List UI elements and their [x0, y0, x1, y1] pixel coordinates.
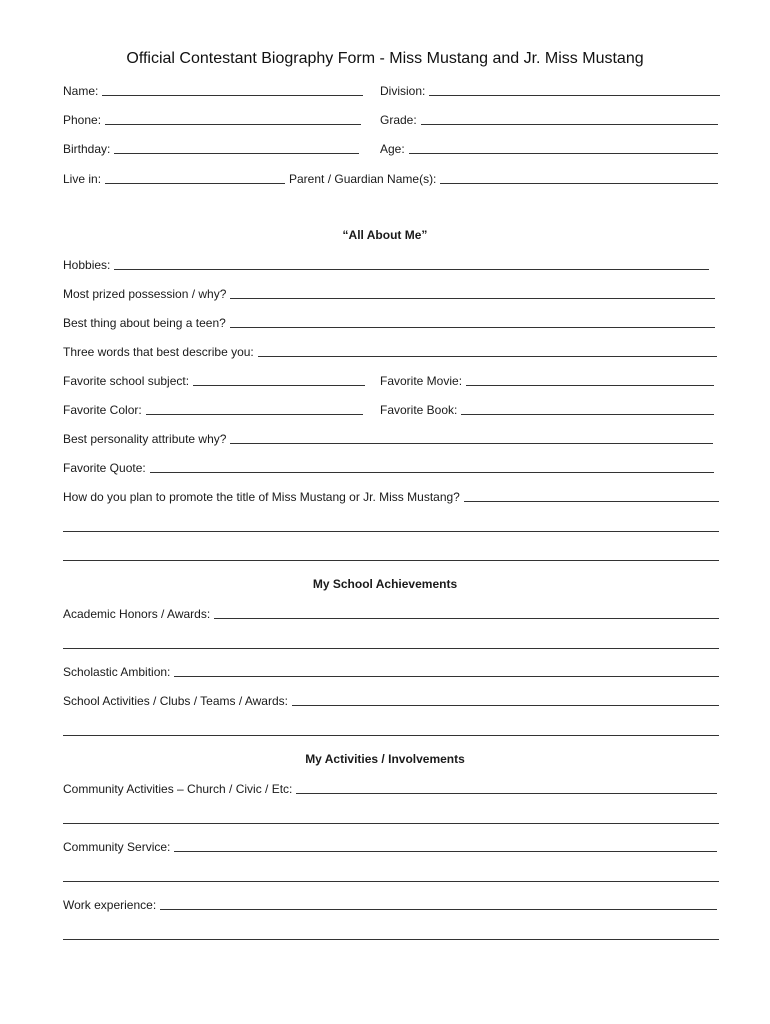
quote-label: Favorite Quote:	[63, 461, 146, 475]
hobbies-label: Hobbies:	[63, 258, 111, 272]
work-label: Work experience:	[63, 898, 157, 912]
teen-line[interactable]	[230, 315, 715, 328]
movie-label: Favorite Movie:	[380, 374, 463, 388]
attribute-label: Best personality attribute why?	[63, 432, 227, 446]
birthday-field[interactable]	[63, 140, 359, 156]
birthday-line[interactable]	[114, 141, 359, 154]
name-line[interactable]	[102, 83, 363, 96]
color-line[interactable]	[146, 402, 363, 415]
school-achievements-heading: My School Achievements	[312, 577, 458, 591]
honors-field[interactable]	[63, 605, 719, 621]
division-line[interactable]	[429, 83, 720, 96]
teen-field[interactable]	[63, 314, 715, 330]
promote-label: How do you plan to promote the title of Miss Mustang or Jr. Miss Mustang?	[63, 490, 460, 504]
service-extra-line[interactable]	[63, 881, 719, 882]
possession-label: Most prized possession / why?	[63, 287, 227, 301]
color-label: Favorite Color:	[63, 403, 142, 417]
book-field[interactable]	[380, 401, 714, 417]
movie-line[interactable]	[466, 373, 714, 386]
subject-field[interactable]	[63, 372, 365, 388]
activities-involvements-heading: My Activities / Involvements	[305, 752, 465, 766]
ambition-field[interactable]	[63, 663, 719, 679]
attribute-line[interactable]	[230, 431, 713, 444]
division-field[interactable]	[380, 82, 720, 98]
grade-label: Grade:	[380, 113, 417, 127]
birthday-label: Birthday:	[63, 142, 111, 156]
hobbies-line[interactable]	[114, 257, 709, 270]
school-activities-field[interactable]	[63, 692, 719, 708]
school-activities-extra-line[interactable]	[63, 735, 719, 736]
work-line[interactable]	[160, 897, 717, 910]
name-label: Name:	[63, 84, 99, 98]
three-words-line[interactable]	[258, 344, 717, 357]
community-label: Community Activities – Church / Civic / Etc:	[63, 782, 293, 796]
name-field[interactable]	[63, 82, 363, 98]
promote-extra-line-2[interactable]	[63, 560, 719, 561]
live-in-label: Live in:	[63, 172, 102, 186]
quote-line[interactable]	[150, 460, 714, 473]
service-field[interactable]	[63, 838, 717, 854]
age-label: Age:	[380, 142, 405, 156]
ambition-line[interactable]	[174, 664, 719, 677]
book-line[interactable]	[461, 402, 714, 415]
live-in-field[interactable]	[63, 170, 285, 186]
grade-line[interactable]	[421, 112, 718, 125]
honors-extra-line[interactable]	[63, 648, 719, 649]
parent-field[interactable]	[289, 170, 718, 186]
subject-line[interactable]	[193, 373, 365, 386]
honors-label: Academic Honors / Awards:	[63, 607, 211, 621]
age-field[interactable]	[380, 140, 718, 156]
parent-line[interactable]	[440, 171, 718, 184]
subject-label: Favorite school subject:	[63, 374, 190, 388]
work-extra-line[interactable]	[63, 939, 719, 940]
work-field[interactable]	[63, 896, 717, 912]
book-label: Favorite Book:	[380, 403, 458, 417]
service-label: Community Service:	[63, 840, 171, 854]
movie-field[interactable]	[380, 372, 714, 388]
phone-label: Phone:	[63, 113, 102, 127]
promote-extra-line-1[interactable]	[63, 531, 719, 532]
phone-field[interactable]	[63, 111, 361, 127]
community-extra-line[interactable]	[63, 823, 719, 824]
community-field[interactable]	[63, 780, 717, 796]
promote-line[interactable]	[464, 489, 719, 502]
honors-line[interactable]	[214, 606, 719, 619]
teen-label: Best thing about being a teen?	[63, 316, 226, 330]
possession-field[interactable]	[63, 285, 715, 301]
attribute-field[interactable]	[63, 430, 713, 446]
age-line[interactable]	[409, 141, 718, 154]
service-line[interactable]	[174, 839, 717, 852]
parent-label: Parent / Guardian Name(s):	[289, 172, 437, 186]
quote-field[interactable]	[63, 459, 714, 475]
school-activities-line[interactable]	[292, 693, 719, 706]
ambition-label: Scholastic Ambition:	[63, 665, 171, 679]
promote-field[interactable]	[63, 488, 719, 504]
possession-line[interactable]	[230, 286, 715, 299]
all-about-me-heading: “All About Me”	[342, 228, 428, 242]
division-label: Division:	[380, 84, 426, 98]
school-activities-label: School Activities / Clubs / Teams / Awards:	[63, 694, 288, 708]
three-words-field[interactable]	[63, 343, 717, 359]
grade-field[interactable]	[380, 111, 718, 127]
phone-line[interactable]	[105, 112, 361, 125]
hobbies-field[interactable]	[63, 256, 709, 272]
community-line[interactable]	[296, 781, 717, 794]
color-field[interactable]	[63, 401, 363, 417]
three-words-label: Three words that best describe you:	[63, 345, 254, 359]
live-in-line[interactable]	[105, 171, 285, 184]
form-title: Official Contestant Biography Form - Miss Mustang and Jr. Miss Mustang	[126, 50, 644, 67]
